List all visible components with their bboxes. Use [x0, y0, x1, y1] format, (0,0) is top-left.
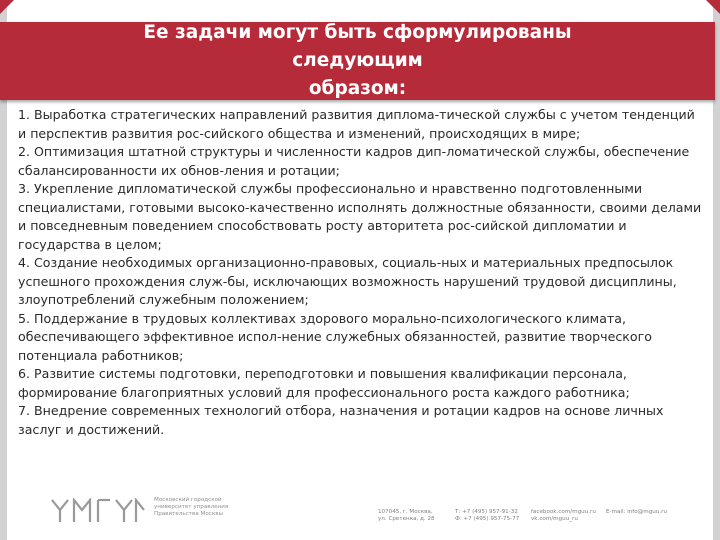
logo-caption-line: Московский городской — [154, 497, 222, 503]
university-logo-icon — [50, 498, 146, 524]
logo-caption — [154, 497, 244, 519]
task-item-4: 4. Создание необходимых организационно-правовых, социаль-ных и материальных предпосылок успешного прохождения служ-бы, исключающих возможность нарушений трудовой дисциплины, злоупотреблений служебным положением; — [18, 255, 677, 307]
footer-email[interactable]: E-mail: info@mguu.ru — [606, 509, 667, 515]
footer-address — [378, 509, 458, 524]
task-item-6: 6. Развитие системы подготовки, переподготовки и повышения квалификации персонала, формирование благоприятных условий для профессионального роста каждого работника; — [18, 366, 630, 400]
task-item-3: 3. Укрепление дипломатической службы профессионально и нравственно подготовленными специалистами, готовыми высоко-качественно исполнять должностные обязанности, своими делами и повседневным поведением способствовать росту авторитета рос-сийской дипломатии и государства в целом; — [18, 181, 702, 252]
logo-caption-line: Правительства Москвы — [154, 511, 223, 518]
task-list — [18, 106, 704, 439]
slide-title-line-1: Ее задачи могут быть сформулированы следующим — [143, 22, 572, 71]
facebook-link[interactable]: facebook.com/mguu.ru — [531, 509, 596, 515]
footer-phones — [455, 509, 525, 524]
task-item-1: 1. Выработка стратегических направлений развития диплома-тической службы с учетом тенденций и перспектив развития рос-сийского общества и изменений, происходящих в мире; — [18, 107, 695, 141]
slide-title — [98, 19, 618, 103]
task-item-2: 2. Оптимизация штатной структуры и численности кадров дип-ломатической службы, обеспечение сбалансированности их обнов-ления и ротации; — [18, 144, 690, 178]
corner-decoration-left-icon — [0, 0, 14, 22]
footer-socials — [531, 509, 611, 524]
fax-line: Ф: +7 (495) 957-75-77 — [455, 516, 520, 523]
logo-caption-line: университет управления — [154, 504, 229, 511]
vk-link[interactable]: vk.com/mguu_ru — [531, 516, 578, 523]
address-line: 107045, г. Москва, — [378, 509, 433, 515]
footer — [0, 492, 720, 540]
corner-decoration-right-icon — [706, 0, 720, 22]
title-banner — [0, 22, 715, 100]
address-line: ул. Сретенка, д. 28 — [378, 516, 435, 523]
task-item-7: 7. Внедрение современных технологий отбора, назначения и ротации кадров на основе личных заслуг и достижений. — [18, 403, 664, 437]
task-item-5: 5. Поддержание в трудовых коллективах здорового морально-психологического климата, обеспечивающего эффективное испол-нение служебных обязанностей, развитие творческого потенциала работников; — [18, 310, 652, 363]
slide-title-line-2: образом: — [308, 78, 407, 99]
phone-line: Т: +7 (495) 957-91-32 — [455, 509, 518, 515]
